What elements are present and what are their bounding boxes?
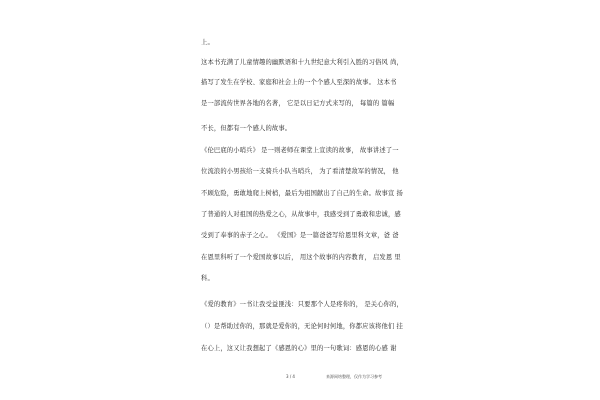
text-line: 不顾危险，勇敢地爬上树梢，最后为祖国献出了自己的生命。故事宣 扬: [201, 190, 404, 197]
text-line: 位流浪的小男孩给一支骑兵小队当哨兵， 为了看清楚敌军的情况， 他: [201, 168, 399, 175]
text-line: 在心上，这又让我想起了《感恩的心》里的一句歌词：感恩的心感 谢: [201, 345, 397, 352]
text-line: 《爱的教育》一书让我受益匪浅：只要那个人是疼你的， 是关心你的，: [201, 301, 404, 308]
text-line: 上。: [201, 39, 214, 46]
text-line: 不长，但都有一个感人的故事。: [201, 125, 292, 132]
page-number: 3 / 4: [286, 374, 295, 379]
text-line: 科。: [201, 275, 214, 282]
text-line: 这本书充满了儿童情趣的幽默语和十九世纪意大利引入胜的习俗风 尚，: [201, 59, 404, 66]
text-line: 描写了发生在学校、家庭和社会上的一个个感人至深的故事。 这本书: [201, 79, 397, 86]
text-line: 在恩里科听了一个爱国故事以后， 用这个故事的内容教育， 启发恩 里: [201, 254, 401, 261]
text-line: 受到了奉事的赤子之心。 《爱国》是一篇爸爸写给恩里科文章，爸 爸: [201, 232, 399, 239]
text-line: （）是帮助过你的，那就是爱你的，无论何时何地，你都应该将他们 挂: [201, 323, 404, 330]
text-line: 《伦巴底的小哨兵》 是一则老师在课堂上宣读的故事， 故事讲述了一: [201, 147, 399, 154]
text-line: 了普通的人对祖国的热爱之心，从故事中，我感受到了勇敢和忠诚，感: [201, 211, 401, 218]
text-line: 是一部流传世界各地的名著， 它是以日记方式来写的， 每篇的 篇幅: [201, 100, 395, 107]
footer-note: 来源网络整理，仅作为学习参考: [326, 374, 382, 379]
